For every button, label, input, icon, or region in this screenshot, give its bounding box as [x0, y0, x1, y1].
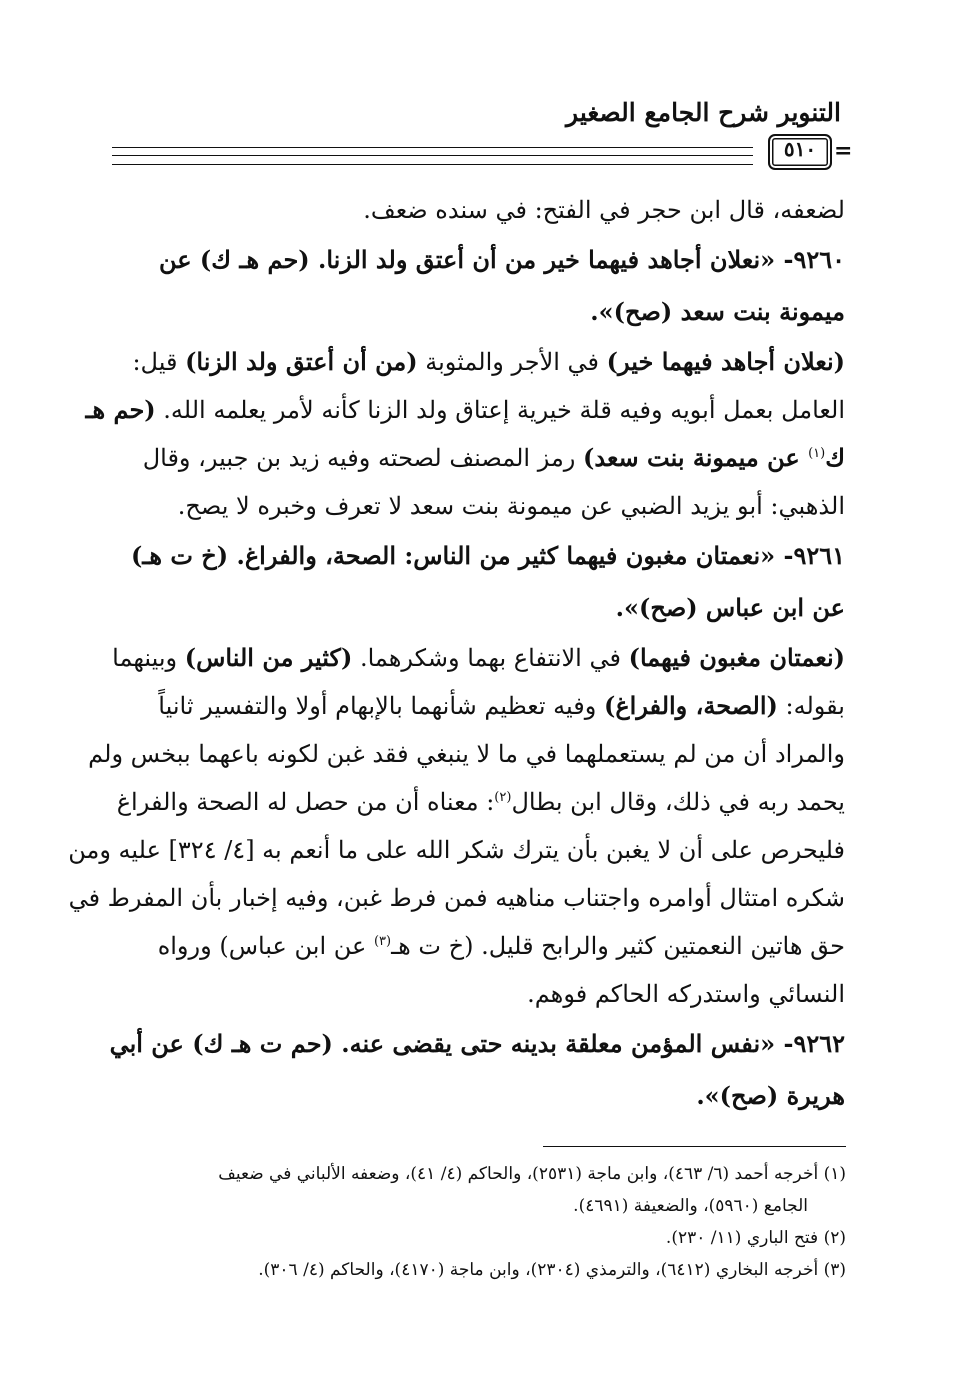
- text-run: والمراد أن من لم يستعملهما في ما لا ينبغي فقد غبن لكونه باعهما ببخس ولم: [88, 740, 845, 768]
- bold-text: (نعلان أجاهد فيهما خير): [606, 347, 845, 376]
- body-line: [110, 338, 845, 386]
- bold-text: ٩٢٦٠- «نعلان أجاهد فيهما خير من أن أعتق ولد الزنا. (حم هـ ك) عن: [158, 245, 845, 274]
- running-header-title: التنوير شرح الجامع الصغير: [566, 98, 841, 127]
- body-text: [68, 186, 845, 1122]
- body-line: [110, 1018, 845, 1070]
- text-run: رمز المصنف لصحته وفيه زيد بن جبير، وقال: [142, 444, 584, 472]
- header-ornament: =: [834, 138, 853, 164]
- text-run: شكره امتثال أوامره واجتناب مناهيه فمن فرط غبن، وفيه إخبار بأن المفرط في: [68, 884, 845, 912]
- text-run: قيل:: [132, 348, 186, 376]
- text-run: بقوله:: [777, 692, 845, 720]
- bold-text: (نعمتان مغبون فيهما): [628, 643, 845, 672]
- body-line: [110, 682, 845, 730]
- body-line: [85, 386, 845, 434]
- bold-text: (من أن أعتق ولد الزنا): [185, 347, 418, 376]
- bold-text: ٩٢٦١- «نعمتان مغبون فيهما كثير من الناس: الصحة، والفراغ. (خ ت هـ): [130, 541, 845, 570]
- text-run: فليحرص على أن لا يغبن بأن يترك شكر الله على ما أنعم به [٤/ ٣٢٤] عليه ومن: [68, 836, 845, 864]
- body-line: [110, 530, 845, 582]
- bold-text: ميمونة بنت سعد (صح)».: [590, 297, 845, 326]
- footnote-ref: (١): [808, 446, 826, 461]
- body-line: [110, 778, 845, 826]
- text-run: عن ابن عباس) ورواه: [157, 932, 374, 960]
- body-line: [110, 482, 845, 530]
- text-run: في الأجر والمثوبة: [417, 348, 607, 376]
- text-run: العامل بعمل أبويه وفيه قلة خيرية إعتاق ولد الزنا كأنه لأمر يعلمه الله.: [155, 396, 845, 424]
- bold-text: ك: [825, 443, 845, 472]
- footnote-line: الجامع (٥٩٦٠)، والضعيفة (٤٦٩١).: [573, 1196, 808, 1216]
- bold-text: (حم هـ: [85, 395, 156, 424]
- footnote-line: (٣) أخرجه البخاري (٦٤١٢)، والترمذي (٢٣٠٤)، وابن ماجة (٤١٧٠)، والحاكم (٤/ ٣٠٦).: [258, 1260, 846, 1280]
- body-line: [110, 634, 845, 682]
- text-run: : معناه أن من حصل له الصحة والفراغ: [116, 788, 495, 816]
- footnote-line: (٢) فتح الباري (١١/ ٢٣٠).: [665, 1228, 846, 1248]
- body-line: [110, 970, 845, 1018]
- footnote-line: (١) أخرجه أحمد (٦/ ٤٦٣)، وابن ماجة (٢٥٣١)، والحاكم (٤/ ٤١)، وضعفه الألباني في ضعيف: [218, 1164, 846, 1184]
- body-line: [110, 582, 845, 634]
- bold-text: (الصحة، والفراغ): [603, 691, 778, 720]
- body-line: [110, 1070, 845, 1122]
- bold-text: ٩٢٦٢- «نفس المؤمن معلقة بدينه حتى يقضى عنه. (حم ت هـ ك) عن أبي: [109, 1029, 845, 1058]
- footnote-ref: (٣): [373, 934, 392, 949]
- bold-text: (كثير من الناس): [184, 643, 353, 672]
- text-run: الذهبي: أبو يزيد الضبي عن ميمونة بنت سعد لا تعرف وخبره لا يصح.: [177, 492, 845, 520]
- footnote-separator: [543, 1146, 846, 1147]
- page-number: ٥١٠: [783, 137, 817, 161]
- header-rule: [112, 164, 753, 165]
- text-run: النسائي واستدركه الحاكم فوهم.: [527, 980, 845, 1008]
- footnotes: [110, 1158, 846, 1286]
- bold-text: هريرة (صح)».: [696, 1081, 845, 1110]
- body-line: [88, 730, 845, 778]
- body-line: [110, 234, 845, 286]
- bold-text: عن ميمونة بنت سعد): [583, 443, 809, 472]
- body-line: [110, 186, 845, 234]
- text-run: حق هاتين النعمتين كثير والرابح قليل. (خ ت هـ: [391, 932, 845, 960]
- footnote-ref: (٢): [494, 790, 512, 805]
- text-run: يحمد ربه في ذلك، وقال ابن بطال: [511, 788, 845, 816]
- body-line: [68, 826, 845, 874]
- text-run: وبينهما: [112, 644, 185, 672]
- bold-text: عن ابن عباس (صح)».: [615, 593, 845, 622]
- text-run: في الانتفاع بهما وشكرهما.: [352, 644, 629, 672]
- text-run: لضعفه، قال ابن حجر في الفتح: في سنده ضعف.: [363, 196, 845, 224]
- header-rule: [112, 155, 753, 156]
- header-rule: [112, 147, 753, 148]
- body-line: [110, 434, 845, 482]
- text-run: وفيه تعظيم شأنهما بالإبهام أولا والتفسير ثانياً: [158, 692, 604, 720]
- body-line: [110, 286, 845, 338]
- body-line: [68, 874, 845, 922]
- body-line: [110, 922, 845, 970]
